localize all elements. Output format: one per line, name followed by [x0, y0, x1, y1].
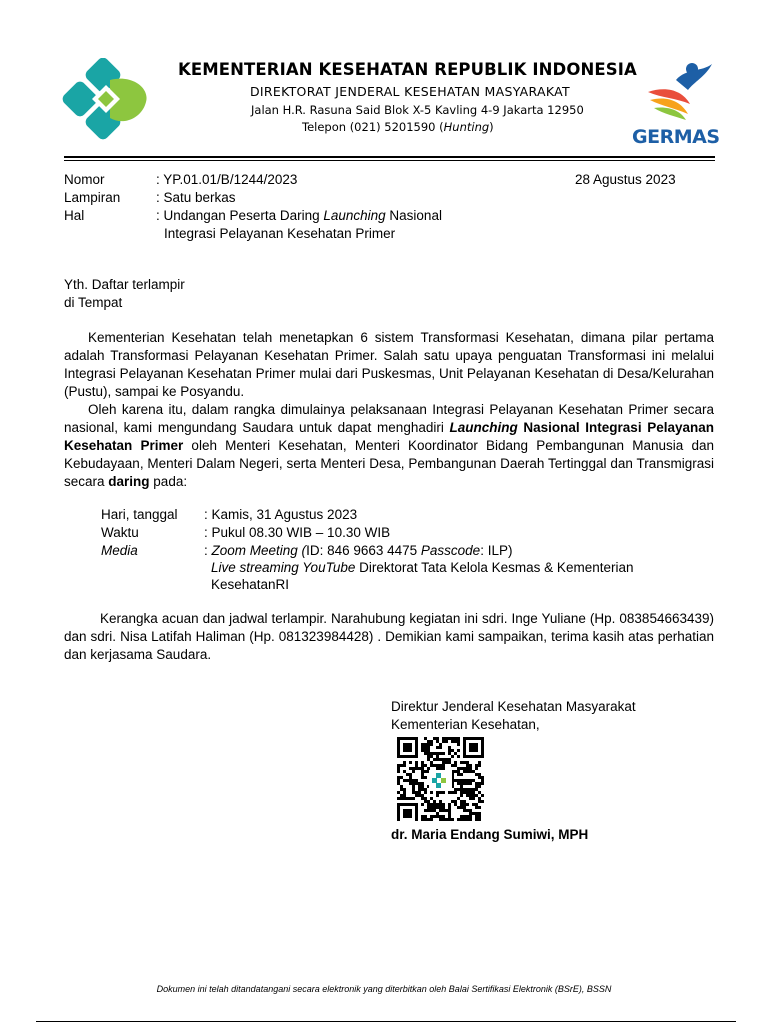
nomor-value: : YP.01.01/B/1244/2023: [156, 172, 298, 187]
schedule-media-colon: :: [204, 543, 212, 558]
phone: [302, 120, 494, 134]
schedule-time-label: Waktu: [101, 525, 139, 540]
paragraph-2: [64, 401, 714, 491]
ministry-name: KEMENTERIAN KESEHATAN REPUBLIK INDONESIA: [178, 60, 637, 79]
schedule-day-label: Hari, tanggal: [101, 507, 178, 522]
germas-emblem-icon: [628, 60, 718, 122]
bottom-rule: [36, 1021, 736, 1022]
schedule-media-label: [101, 542, 138, 560]
paragraph-3: [64, 610, 714, 664]
lampiran-value: : Satu berkas: [156, 190, 236, 205]
paragraph-2-b: oleh Menteri Kesehatan, Menteri Koordinator Bidang Pembangunan Manusia dan Kebudayaan, Menteri Dalam Negeri, serta Menteri Desa, Pembangunan Daerah Tertinggal dan Transmigrasi secara: [64, 438, 714, 489]
hal-value-a: : Undangan Peserta Daring: [156, 208, 324, 223]
paragraph-1: [64, 329, 714, 401]
schedule-media-pass-value: : ILP): [480, 543, 513, 558]
address: Jalan H.R. Rasuna Said Blok X-5 Kavling 4-9 Jakarta 12950: [251, 103, 584, 117]
schedule-media-id: ID: 846 9663 4475: [306, 543, 421, 558]
lampiran-label: Lampiran: [64, 190, 121, 205]
signatory-title-line2: Kementerian Kesehatan,: [391, 717, 540, 732]
hal-value-b: Nasional: [385, 208, 442, 223]
hal-value: [156, 207, 442, 225]
schedule-media-zoom: Zoom Meeting (: [211, 543, 307, 558]
paragraph-2-launching: Launching: [449, 420, 518, 435]
germas-logo: [628, 60, 718, 152]
schedule-day-value: : Kamis, 31 Agustus 2023: [204, 507, 358, 522]
header-rule-thick: [64, 156, 715, 158]
directorate-name: DIREKTORAT JENDERAL KESEHATAN MASYARAKAT: [250, 84, 570, 99]
germas-label: GERMAS: [632, 126, 720, 148]
phone-hunting: Hunting: [443, 120, 490, 134]
paragraph-3-text: Kerangka acuan dan jadwal terlampir. Narahubung kegiatan ini sdri. Inge Yuliane (Hp. 083854663439) dan sdri. Nisa Latifah Haliman (Hp. 081323984428) . Demikian kami sampaikan, terima kasih atas perhatian dan kerjasama Saudara.: [64, 611, 714, 662]
signatory-title-line1: Direktur Jenderal Kesehatan Masyarakat: [391, 699, 636, 714]
paragraph-2-event-name: Nasional Integrasi Pelayanan Kesehatan Primer: [64, 420, 714, 453]
signatory-name: dr. Maria Endang Sumiwi, MPH: [391, 827, 589, 842]
paragraph-2-daring: daring: [108, 474, 150, 489]
paragraph-2-c: pada:: [149, 474, 188, 489]
schedule-media-passcode: Passcode: [420, 543, 481, 558]
paragraph-2-a: Oleh karena itu, dalam rangka dimulainya pelaksanaan Integrasi Pelayanan Kesehatan Primer secara nasional, kami mengundang Saudara untuk dapat menghadiri: [64, 402, 714, 435]
schedule-stream-rest: Direktorat Tata Kelola Kesmas & Kementerian: [355, 560, 634, 575]
phone-prefix: Telepon (021) 5201590 (: [302, 120, 444, 134]
schedule-stream-italic: Live streaming YouTube: [211, 560, 356, 575]
hal-value-line2: Integrasi Pelayanan Kesehatan Primer: [164, 226, 396, 241]
e-signature-note: Dokumen ini telah ditandatangani secara elektronik yang diterbitkan oleh Balai Sertifikasi Elektronik (BSrE), BSSN: [156, 984, 612, 994]
kemenkes-logo: [62, 58, 152, 140]
schedule-time-value: : Pukul 08.30 WIB – 10.30 WIB: [204, 525, 391, 540]
phone-suffix: ): [489, 120, 494, 134]
recipient-line1: Yth. Daftar terlampir: [64, 277, 185, 292]
schedule-stream-line2: KesehatanRI: [211, 577, 290, 592]
recipient-line2: di Tempat: [64, 295, 123, 310]
header-rule-thin: [64, 160, 715, 161]
nomor-label: Nomor: [64, 172, 105, 187]
hal-value-italic: Launching: [323, 208, 386, 223]
letter-date: 28 Agustus 2023: [575, 172, 676, 187]
schedule-media-value: [204, 542, 512, 560]
signature-qr-code: [396, 737, 484, 821]
paragraph-1-text: Kementerian Kesehatan telah menetapkan 6 sistem Transformasi Kesehatan, dimana pilar pertama adalah Transformasi Pelayanan Kesehatan Primer. Salah satu upaya penguatan Transformasi ini melalui Integrasi Pelayanan Kesehatan Primer mulai dari Puskesmas, Unit Pelayanan Kesehatan di Desa/Kelurahan (Pustu), sampai ke Posyandu.: [64, 330, 714, 399]
schedule-stream: [211, 559, 633, 577]
hal-label: Hal: [64, 208, 85, 223]
schedule-media-label-text: Media: [101, 543, 138, 558]
